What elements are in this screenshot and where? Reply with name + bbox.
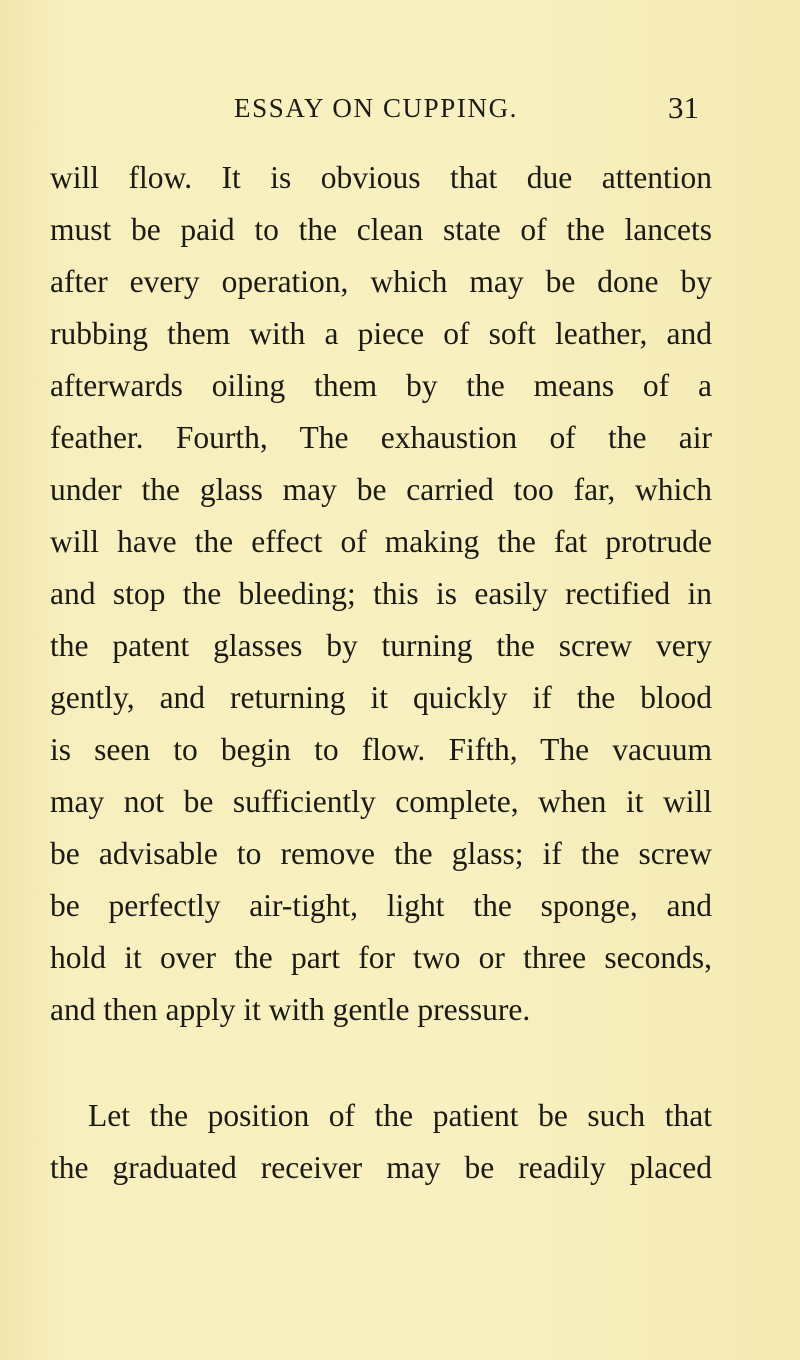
text-line: and then apply it with gentle pressure.: [50, 992, 531, 1027]
text-line: be perfectly air-tight, light the sponge, and: [50, 888, 712, 923]
text-line: will have the effect of making the fat protrude: [50, 524, 712, 559]
text-line: and stop the bleeding; this is easily rectified in: [50, 576, 712, 611]
text-line: may not be sufficiently complete, when it will: [50, 784, 712, 819]
text-line: gently, and returning it quickly if the blood: [50, 680, 712, 715]
page-number: 31: [668, 90, 699, 125]
text-line: is seen to begin to flow. Fifth, The vacuum: [50, 732, 712, 767]
running-head: [0, 88, 800, 128]
text-line: be advisable to remove the glass; if the screw: [50, 836, 712, 871]
paragraph-first-line: Let the position of the patient be such that: [88, 1098, 712, 1133]
running-head-title: ESSAY ON CUPPING.: [234, 93, 519, 123]
text-line: the patent glasses by turning the screw very: [50, 628, 712, 663]
text-line: under the glass may be carried too far, which: [50, 472, 712, 507]
text-line: rubbing them with a piece of soft leather, and: [50, 316, 712, 351]
text-line: afterwards oiling them by the means of a: [50, 368, 712, 403]
text-line: will flow. It is obvious that due attention: [50, 160, 712, 195]
text-line: after every operation, which may be done by: [50, 264, 712, 299]
text-line: the graduated receiver may be readily placed: [50, 1150, 712, 1185]
text-line: hold it over the part for two or three seconds,: [50, 940, 712, 975]
text-line: must be paid to the clean state of the lancets: [50, 212, 712, 247]
text-line: feather. Fourth, The exhaustion of the air: [50, 420, 712, 455]
